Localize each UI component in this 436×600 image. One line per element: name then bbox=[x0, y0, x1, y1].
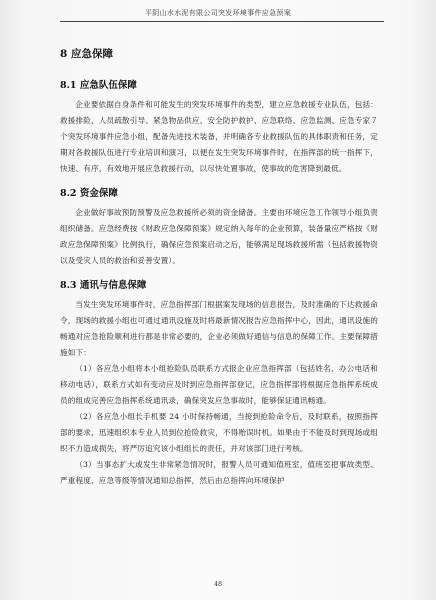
section-emergency-team bbox=[60, 77, 378, 177]
paragraph: 企业做好事故预防预警及应急救援所必须的资金储备。主要由环境应急工作领导小组负责组织储备。应急经费按《财政应急保障预案》规定纳入每年的企业预算，装备量应严格按《财政应急保障预案》比例执行，确保应急预案启动之后，能够满足现场救援所需（包括救援物资以及受灾人员的救治和妥善安置）。 bbox=[60, 208, 378, 265]
page-number: 48 bbox=[213, 580, 223, 588]
paragraph: （2）各应急小组长手机要 24 小时保持畅通，当接到抢险命令后，及时联系，按照指挥部的要求，迅速组织本专业人员到位抢险救灾，不得贻误时机。如果由于不能及时到现场或组织不力造成损失，将严厉追究该小组组长的责任，并对该部门进行考核。 bbox=[60, 412, 378, 453]
section-communications bbox=[60, 277, 378, 489]
section-title: 8.2 资金保障 bbox=[60, 188, 118, 199]
section-title: 8.3 通讯与信息保障 bbox=[60, 280, 147, 291]
paragraph: （1）各应急小组将本小组抢险队员联系方式报企业应急指挥部（包括姓名、办公电话和移动电话），联系方式如有变动应及时到应急指挥部登记，应急指挥部将根据应急指挥系统成员的组成完善应急指挥系统通讯录，确保突发应急事故时，能够保证通讯畅通。 bbox=[60, 364, 378, 405]
paragraph: （3）当事态扩大或发生非常紧急情况时，报警人员可通知值班室，值班室把事故类型、严重程度、应急等级等情况通知总指挥，然后由总指挥向环境保护 bbox=[60, 460, 378, 485]
page-content bbox=[60, 46, 378, 497]
chapter-title: 8 应急保障 bbox=[60, 48, 113, 60]
section-funding bbox=[60, 185, 378, 269]
paragraph: 企业要依据自身条件和可能发生的突发环境事件的类型，建立应急救援专业队伍，包括：救援排险、人员疏散引导、紧急物品供应、安全防护救护、应急联络、应急监测、应急专家７个突发环境事件应急小组，配备先进技术装备，并明确各专业救援队伍的具体职责和任务，定期对各救援队伍进行专业培训和演习，以便在发生突发环境事件时，在指挥部的统一指挥下，快速、有序、有效地开展应急救援行动，以尽快处置事故，使事故的危害降到最低。 bbox=[60, 100, 378, 173]
header-rule bbox=[60, 21, 384, 22]
paragraph: 当发生突发环境事件时，应急指挥部门根据案发现场的信息报告，及时准确的下达救援命令，现场的救援小组也可通过通讯设施及时将最新情况报告应急指挥中心，因此，通讯设施的畅通对应急抢险顺利进行都是非常必要的，企业必须做好通信与信息的保障工作。主要保障措施如下： bbox=[60, 300, 378, 357]
running-header: 平阴山水水泥有限公司突发环境事件应急预案 bbox=[145, 9, 291, 17]
section-title: 8.1 应急队伍保障 bbox=[60, 80, 137, 91]
